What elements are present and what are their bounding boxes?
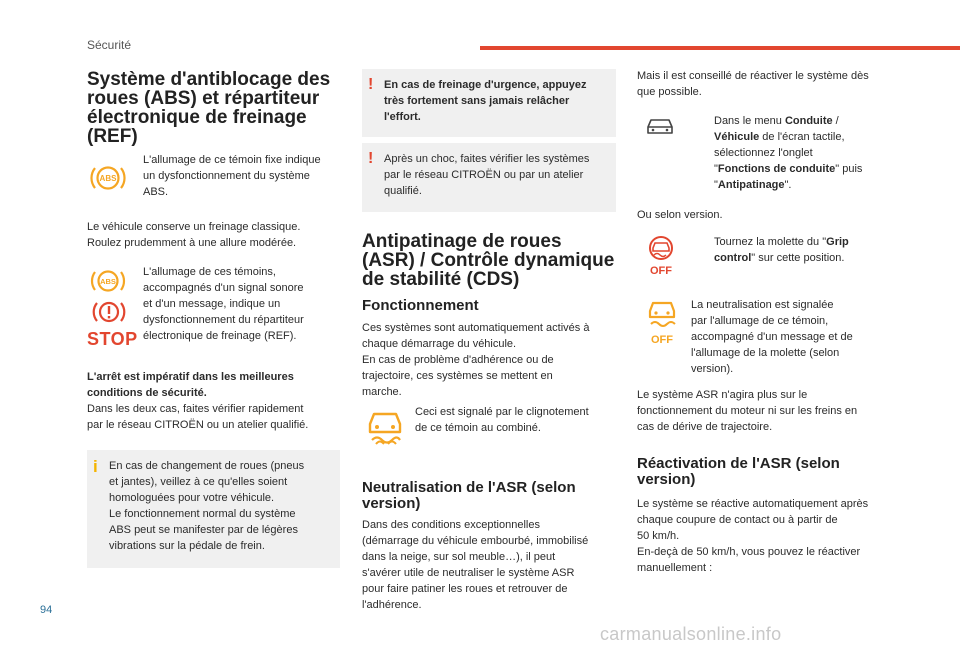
neutralisation-text: Dans des conditions exceptionnelles (démarrage du véhicule embourbé, immobilisé dans la neige, sur sol meuble…), il peut s'avérer utile de neutraliser le système ASR pour faire patiner les roues et retrouver de l'adhérence. xyxy=(362,519,589,611)
section-label: Sécurité xyxy=(87,38,132,52)
driving-menu-car-icon xyxy=(645,117,675,137)
fonctionnement-heading: Fonctionnement xyxy=(362,297,479,314)
grip-control-off-red-icon xyxy=(644,236,678,276)
page-number: 94 xyxy=(40,604,53,616)
ou-selon-version: Ou selon version. xyxy=(637,209,723,221)
abs-title: Système d'antiblocage des roues (ABS) et répartiteur électronique de freinage (REF) xyxy=(87,69,331,147)
abs-warning-lamp-icon xyxy=(88,160,128,196)
watermark: carmanualsonline.info xyxy=(600,624,782,644)
brake-fault-red-icon xyxy=(90,298,128,326)
reactivation-text: Le système se réactive automatiquement après chaque coupure de contact ou à partir de 50 km/h. En-deçà de 50 km/h, vous pouvez le réactiver manuellement : xyxy=(637,498,869,574)
skid-off-amber-icon xyxy=(645,300,679,346)
emergency-braking-text: En cas de freinage d'urgence, appuyez très fortement sans jamais relâcher l'effort. xyxy=(384,79,587,123)
asr-inactive-text: Le système ASR n'agira plus sur le fonctionnement du moteur ni sur les freins en cas de dérive de trajectoire. xyxy=(637,389,858,433)
info-note-text: En cas de changement de roues (pneus et jantes), veillez à ce qu'elles soient homologuées pour votre véhicule. Le fonctionnement normal du système ABS peut se manifester par de légères vibrations sur la pédale de frein. xyxy=(109,460,305,552)
fonctionnement-text: Ces systèmes sont automatiquement activés à chaque démarrage du véhicule. En cas de problème d'adhérence ou de trajectoire, ces systèmes se mettent en marche. xyxy=(362,322,590,398)
svg-text:OFF: OFF xyxy=(650,265,672,276)
asr-title: Antipatinage de roues (ASR) / Contrôle dynamique de stabilité (CDS) xyxy=(362,231,615,290)
warning-note-emergency xyxy=(362,69,616,137)
turn-knob-instruction: Tournez la molette du "Grip control" sur cette position. xyxy=(714,236,849,264)
warning-icon: ! xyxy=(368,150,374,167)
reactivation-heading: Réactivation de l'ASR (selon version) xyxy=(637,455,840,488)
svg-text:ABS: ABS xyxy=(100,277,116,286)
svg-text:OFF: OFF xyxy=(651,334,673,346)
warning-icon: ! xyxy=(368,76,374,93)
neutralisation-signal-text: La neutralisation est signalée par l'allumage de ce témoin, accompagné d'un message et de l'allumage de la molette (selon version). xyxy=(691,299,853,375)
warning-note-shock xyxy=(362,143,616,212)
info-note-box xyxy=(87,450,340,568)
stop-instruction: L'arrêt est impératif dans les meilleures conditions de sécurité. Dans les deux cas, faites vérifier rapidement par le réseau CITROËN ou un atelier qualifié. xyxy=(87,371,309,431)
neutralisation-heading: Neutralisation de l'ASR (selon version) xyxy=(362,479,576,512)
shock-check-text: Après un choc, faites vérifier les systèmes par le réseau CITROËN ou par un atelier qualifié. xyxy=(384,153,590,197)
info-icon: i xyxy=(93,457,98,476)
abs-lamp-label: ABS xyxy=(99,174,117,183)
abs-warning-lamp-icon-2 xyxy=(88,266,128,296)
menu-instruction: Dans le menu Conduite / Véhicule de l'écran tactile, sélectionnez l'onglet "Fonctions de conduite" puis "Antipatinage". xyxy=(714,115,863,191)
stop-warning-icon: STOP xyxy=(87,329,138,349)
reactivate-advice: Mais il est conseillé de réactiver le système dès que possible. xyxy=(637,70,869,98)
ref-lamps-description: L'allumage de ces témoins, accompagnés d'un signal sonore et d'un message, indique un dysfonctionnement du répartiteur électronique de freinage (REF). xyxy=(143,266,304,342)
blink-signal-text: Ceci est signalé par le clignotement de ce témoin au combiné. xyxy=(415,406,589,434)
header-accent-rule xyxy=(480,46,960,50)
skid-car-amber-icon xyxy=(366,410,404,446)
abs-lamp-description: L'allumage de ce témoin fixe indique un dysfonctionnement du système ABS. xyxy=(143,154,321,198)
classic-braking-text: Le véhicule conserve un freinage classique. Roulez prudemment à une allure modérée. xyxy=(87,221,301,249)
